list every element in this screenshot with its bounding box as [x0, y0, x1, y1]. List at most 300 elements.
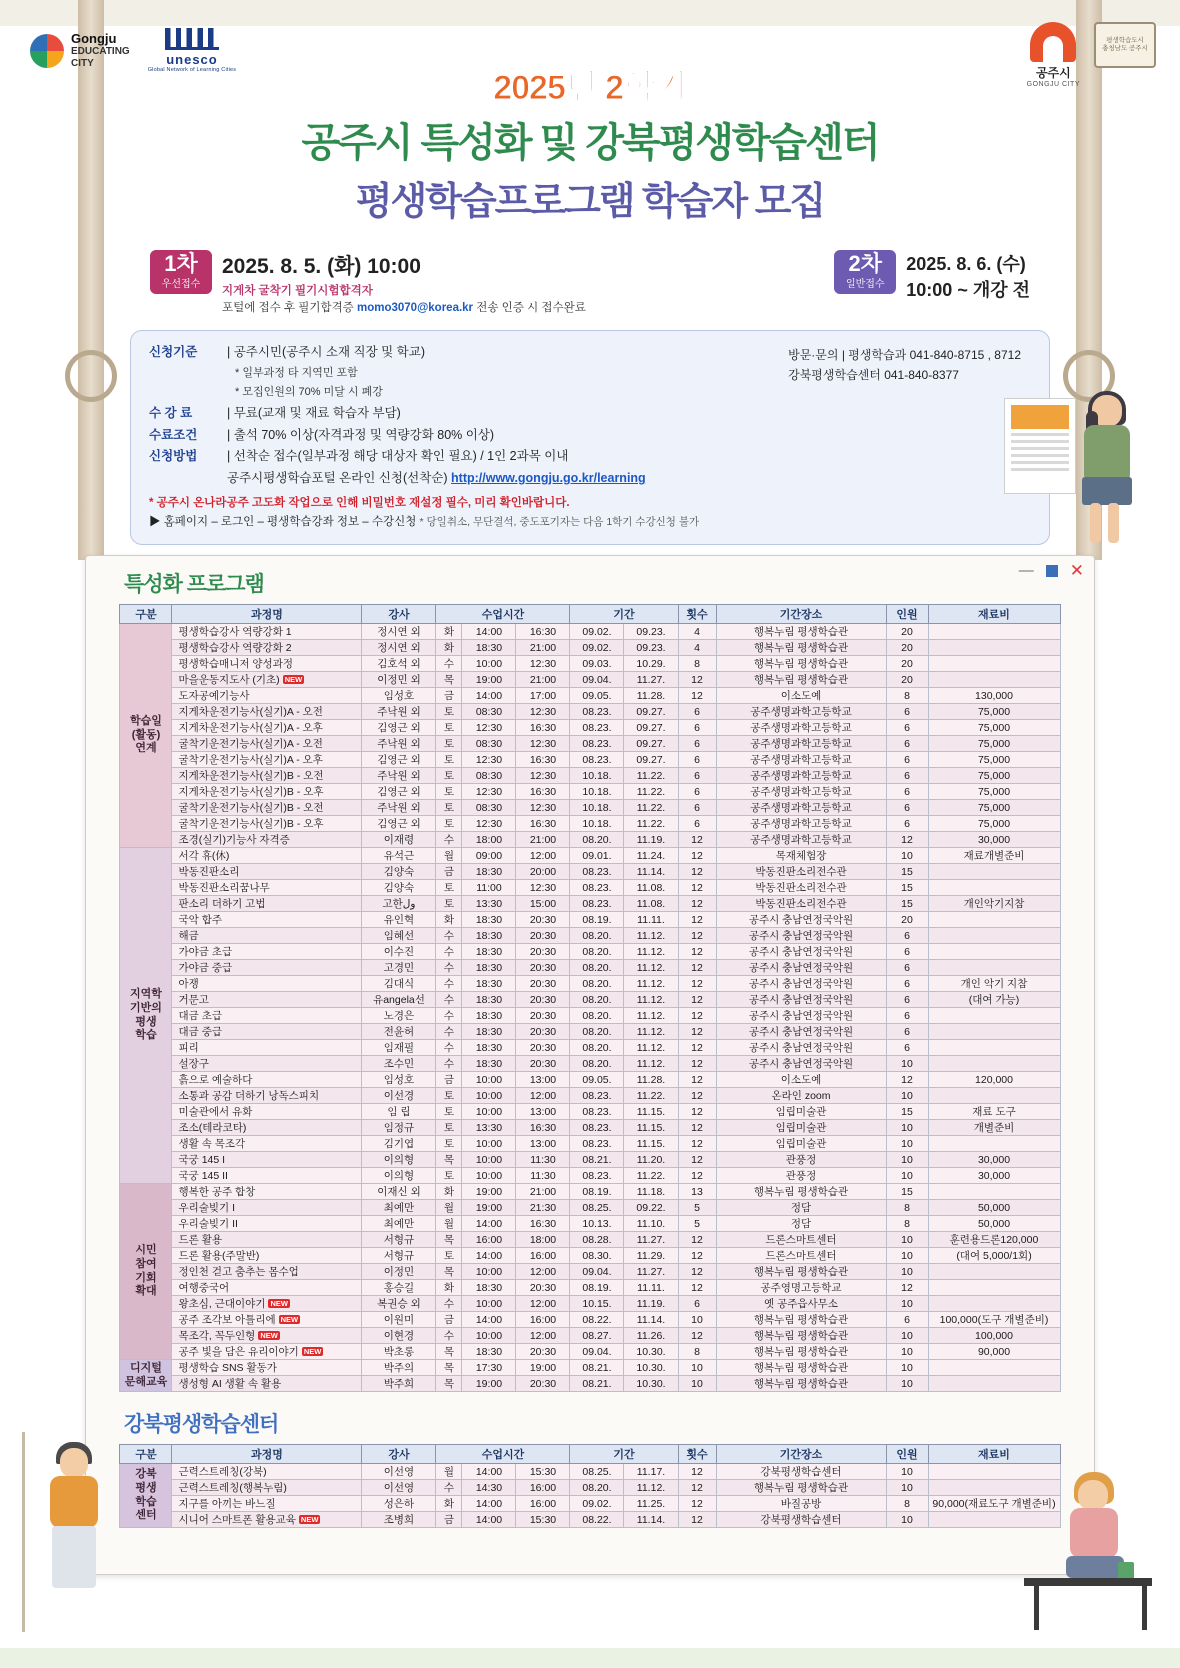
cell-start-time: 18:30 [462, 992, 516, 1008]
table-row [120, 944, 1060, 960]
cell-start-date: 08.23. [570, 1136, 624, 1152]
cell-session-count: 8 [678, 1344, 716, 1360]
illustration-worker [26, 1442, 136, 1622]
cell-day: 토 [436, 1168, 462, 1184]
cell-start-time: 19:00 [462, 672, 516, 688]
cell-session-count: 12 [678, 976, 716, 992]
cell-session-count: 12 [678, 880, 716, 896]
cell-course-name: 근력스트레칭(강북) [172, 1464, 362, 1480]
cell-end-time: 17:00 [516, 688, 570, 704]
cell-end-date: 11.29. [624, 1248, 678, 1264]
cell-fee: 75,000 [928, 752, 1060, 768]
cell-session-count: 6 [678, 704, 716, 720]
cell-teacher: 정시연 외 [362, 640, 436, 656]
cell-start-date: 08.20. [570, 928, 624, 944]
minimize-icon[interactable]: — [1018, 562, 1034, 579]
table-row [120, 1232, 1060, 1248]
cell-session-count: 12 [678, 688, 716, 704]
cell-end-time: 19:00 [516, 1360, 570, 1376]
cell-place: 공주시 충남연정국악원 [716, 944, 886, 960]
cell-course-name: 생성형 AI 생활 속 활용 [172, 1376, 362, 1392]
cell-session-count: 8 [678, 656, 716, 672]
cell-teacher: 김영근 외 [362, 816, 436, 832]
phase-1-email: momo3070@korea.kr [356, 302, 474, 314]
cell-start-date: 10.15. [570, 1296, 624, 1312]
cell-capacity: 12 [886, 832, 928, 848]
illustration-woman [1062, 395, 1158, 545]
cell-teacher: 박초롱 [362, 1344, 436, 1360]
cell-fee [928, 864, 1060, 880]
cell-teacher: 이현경 [362, 1328, 436, 1344]
cell-course-name: 굴착기운전기능사(실기)A - 오후 [172, 752, 362, 768]
cell-start-date: 08.23. [570, 736, 624, 752]
cell-capacity: 20 [886, 672, 928, 688]
table-header-row [120, 605, 1060, 624]
cell-start-time: 18:30 [462, 960, 516, 976]
cell-fee: 50,000 [928, 1216, 1060, 1232]
cell-start-date: 08.20. [570, 992, 624, 1008]
cell-day: 화 [436, 1184, 462, 1200]
cell-end-time: 21:30 [516, 1200, 570, 1216]
cell-end-date: 09.27. [624, 704, 678, 720]
table-row [120, 736, 1060, 752]
cell-day: 토 [436, 720, 462, 736]
table-body [120, 624, 1060, 1392]
cell-day: 토 [436, 752, 462, 768]
cell-fee [928, 1296, 1060, 1312]
cell-end-date: 11.28. [624, 688, 678, 704]
cell-teacher: 주낙원 외 [362, 704, 436, 720]
cell-fee [928, 1280, 1060, 1296]
cell-course-name: 생활 속 목조각 [172, 1136, 362, 1152]
contact-line-1: 방문·문의 | 평생학습과 041-840-8715 , 8712 [788, 348, 1021, 362]
cell-teacher: 이선영 [362, 1480, 436, 1496]
table-row [120, 1040, 1060, 1056]
cell-session-count: 13 [678, 1184, 716, 1200]
cell-place: 공주생명과학고등학교 [716, 736, 886, 752]
cell-session-count: 12 [678, 1280, 716, 1296]
table-row [120, 672, 1060, 688]
cell-place: 행복누림 평생학습관 [716, 1312, 886, 1328]
table-row [120, 1512, 1060, 1528]
cell-end-date: 11.25. [624, 1496, 678, 1512]
cell-start-time: 19:00 [462, 1200, 516, 1216]
cell-course-name: 지게차운전기능사(실기)B - 오전 [172, 768, 362, 784]
cell-course-name: 해금 [172, 928, 362, 944]
cell-capacity: 6 [886, 816, 928, 832]
gongju-city-name: 공주시 [1035, 66, 1071, 80]
cell-place: 행복누림 평생학습관 [716, 1184, 886, 1200]
cell-end-date: 11.12. [624, 960, 678, 976]
cell-session-count: 6 [678, 720, 716, 736]
cell-capacity: 20 [886, 912, 928, 928]
cell-teacher: 서형규 [362, 1232, 436, 1248]
cell-place: 공주생명과학고등학교 [716, 768, 886, 784]
cell-start-time: 18:30 [462, 928, 516, 944]
cell-place: 드론스마트센터 [716, 1232, 886, 1248]
cell-place: 공주시 충남연정국악원 [716, 960, 886, 976]
cell-place: 공주생명과학고등학교 [716, 832, 886, 848]
cell-day: 화 [436, 1280, 462, 1296]
cell-start-date: 09.02. [570, 640, 624, 656]
cell-fee [928, 1136, 1060, 1152]
cell-end-time: 20:30 [516, 1024, 570, 1040]
cell-fee: 90,000(재료도구 개별준비) [928, 1496, 1060, 1512]
info-row [149, 447, 1031, 466]
cell-fee: 75,000 [928, 784, 1060, 800]
cell-end-time: 16:30 [516, 752, 570, 768]
cell-day: 토 [436, 1136, 462, 1152]
cell-course-name: 판소리 더하기 고법 [172, 896, 362, 912]
cell-course-name: 공주 빛을 담은 유리이야기 NEW [172, 1344, 362, 1360]
cell-end-date: 10.30. [624, 1344, 678, 1360]
cell-end-time: 12:00 [516, 1264, 570, 1280]
cell-fee: 75,000 [928, 800, 1060, 816]
table-row [120, 896, 1060, 912]
table-row [120, 704, 1060, 720]
book-logo-line1: 평생학습도시 [1106, 37, 1144, 45]
cell-end-time: 12:30 [516, 704, 570, 720]
info-row [149, 426, 1031, 445]
cell-teacher: 노경은 [362, 1008, 436, 1024]
table-row [120, 1312, 1060, 1328]
th-people: 인원 [886, 1445, 928, 1464]
cell-capacity: 20 [886, 656, 928, 672]
cell-course-name: 설장구 [172, 1056, 362, 1072]
cell-fee [928, 1088, 1060, 1104]
th-time: 수업시간 [436, 605, 570, 624]
cell-day: 수 [436, 960, 462, 976]
th-course: 과정명 [172, 1445, 362, 1464]
cell-start-time: 08:30 [462, 736, 516, 752]
cell-session-count: 12 [678, 1072, 716, 1088]
cell-fee [928, 1056, 1060, 1072]
cell-start-date: 08.20. [570, 1480, 624, 1496]
cell-course-name: 거문고 [172, 992, 362, 1008]
th-place: 기간장소 [716, 1445, 886, 1464]
cell-teacher: 성은하 [362, 1496, 436, 1512]
table-row [120, 688, 1060, 704]
cell-end-date: 11.10. [624, 1216, 678, 1232]
application-path [149, 513, 1031, 529]
cell-place: 행복누림 평생학습관 [716, 656, 886, 672]
cell-end-time: 21:00 [516, 640, 570, 656]
cell-capacity: 6 [886, 992, 928, 1008]
cell-course-name: 아쟁 [172, 976, 362, 992]
cell-fee [928, 672, 1060, 688]
cell-end-date: 11.12. [624, 1024, 678, 1040]
cell-end-time: 20:30 [516, 1376, 570, 1392]
cell-session-count: 12 [678, 1136, 716, 1152]
cell-end-time: 11:30 [516, 1168, 570, 1184]
info-value: | 출석 70% 이상(자격과정 및 역량강화 80% 이상) [227, 427, 495, 442]
cell-place: 공주생명과학고등학교 [716, 784, 886, 800]
window-controls [1019, 562, 1084, 579]
cell-end-time: 20:30 [516, 1344, 570, 1360]
cell-capacity: 6 [886, 1040, 928, 1056]
cell-fee [928, 656, 1060, 672]
cell-day: 목 [436, 1344, 462, 1360]
cell-day: 수 [436, 656, 462, 672]
cell-start-time: 14:00 [462, 1512, 516, 1528]
cell-capacity: 6 [886, 784, 928, 800]
cell-end-time: 13:00 [516, 1104, 570, 1120]
cell-start-date: 09.01. [570, 848, 624, 864]
cell-capacity: 15 [886, 1184, 928, 1200]
cell-place: 강북평생학습센터 [716, 1464, 886, 1480]
cell-start-date: 08.22. [570, 1512, 624, 1528]
cell-start-time: 18:30 [462, 640, 516, 656]
cell-place: 온라인 zoom [716, 1088, 886, 1104]
cell-place: 임립미술관 [716, 1136, 886, 1152]
info-row [149, 384, 1031, 401]
cell-start-time: 10:00 [462, 656, 516, 672]
cell-capacity: 10 [886, 1232, 928, 1248]
cell-start-date: 09.04. [570, 1264, 624, 1280]
table-row [120, 832, 1060, 848]
cell-start-date: 10.13. [570, 1216, 624, 1232]
cell-end-time: 16:00 [516, 1248, 570, 1264]
cell-session-count: 6 [678, 768, 716, 784]
cell-group-category: 시민 참여 기회 확대 [120, 1184, 172, 1360]
cell-start-date: 08.22. [570, 1312, 624, 1328]
cell-teacher: 홍승길 [362, 1280, 436, 1296]
cell-course-name: 드론 활용(주말반) [172, 1248, 362, 1264]
cell-teacher: 김기엽 [362, 1136, 436, 1152]
cell-start-time: 18:30 [462, 1056, 516, 1072]
cell-teacher: 김영근 외 [362, 720, 436, 736]
table-row [120, 1200, 1060, 1216]
phase-1-note-1: 지게차 굴착기 필기시험합격자 [222, 285, 373, 297]
info-label [149, 384, 227, 401]
cell-start-time: 13:30 [462, 1120, 516, 1136]
table-body-2 [120, 1464, 1060, 1528]
cell-course-name: 소통과 공감 더하기 낭독스피치 [172, 1088, 362, 1104]
cell-course-name: 평생학습강사 역량강화 1 [172, 624, 362, 640]
cell-day: 금 [436, 864, 462, 880]
cell-start-time: 10:00 [462, 1152, 516, 1168]
cell-course-name: 피리 [172, 1040, 362, 1056]
cell-start-time: 12:30 [462, 720, 516, 736]
cell-session-count: 6 [678, 736, 716, 752]
close-icon[interactable]: ✕ [1069, 561, 1084, 580]
cell-end-time: 20:30 [516, 960, 570, 976]
table-row [120, 1136, 1060, 1152]
cell-end-date: 09.23. [624, 640, 678, 656]
cell-start-time: 19:00 [462, 1184, 516, 1200]
table-row [120, 1072, 1060, 1088]
cell-place: 행복누림 평생학습관 [716, 640, 886, 656]
cell-day: 월 [436, 1200, 462, 1216]
cell-session-count: 12 [678, 960, 716, 976]
cell-day: 토 [436, 768, 462, 784]
cell-fee: 재료개별준비 [928, 848, 1060, 864]
portal-label: 공주시평생학습포털 온라인 신청(선착순) [227, 471, 452, 485]
cell-start-date: 08.23. [570, 1104, 624, 1120]
password-notice: * 공주시 온나라공주 고도화 작업으로 인해 비밀번호 재설정 필수, 미리 확인바랍니다. [149, 496, 570, 509]
maximize-icon[interactable] [1046, 565, 1058, 577]
info-value: | 공주시민(공주시 소재 직장 및 학교) [227, 345, 425, 359]
cell-fee: 30,000 [928, 1152, 1060, 1168]
cell-capacity: 10 [886, 1296, 928, 1312]
cell-capacity: 6 [886, 928, 928, 944]
cell-session-count: 12 [678, 1104, 716, 1120]
table-row [120, 1344, 1060, 1360]
th-people: 인원 [886, 605, 928, 624]
cell-capacity: 10 [886, 848, 928, 864]
cell-start-date: 08.20. [570, 1056, 624, 1072]
cell-day: 수 [436, 976, 462, 992]
cell-start-date: 09.04. [570, 672, 624, 688]
cell-day: 토 [436, 1104, 462, 1120]
phase-2-date-line-1: 2025. 8. 6. (수) [906, 254, 1026, 274]
cell-course-name: 지게차운전기능사(실기)B - 오후 [172, 784, 362, 800]
cell-teacher: 서형규 [362, 1248, 436, 1264]
cell-end-date: 11.15. [624, 1104, 678, 1120]
cell-start-time: 08:30 [462, 768, 516, 784]
table-row [120, 1024, 1060, 1040]
cell-end-time: 11:30 [516, 1152, 570, 1168]
phase-1-date: 2025. 8. 5. (화) 10:00 [222, 255, 421, 278]
cell-start-time: 18:30 [462, 1008, 516, 1024]
cell-end-time: 18:00 [516, 1232, 570, 1248]
cell-session-count: 12 [678, 1496, 716, 1512]
cell-start-date: 08.20. [570, 1040, 624, 1056]
cell-teacher: 유인혁 [362, 912, 436, 928]
cell-start-time: 10:00 [462, 1072, 516, 1088]
cell-start-time: 14:00 [462, 1248, 516, 1264]
cell-end-date: 11.22. [624, 1088, 678, 1104]
new-badge: NEW [270, 1299, 288, 1308]
cell-start-time: 12:30 [462, 816, 516, 832]
phase-2-subtitle: 일반접수 [845, 279, 885, 290]
cell-session-count: 12 [678, 1264, 716, 1280]
cell-course-name: 국궁 145 I [172, 1152, 362, 1168]
cell-session-count: 6 [678, 784, 716, 800]
bottom-band [0, 1648, 1180, 1668]
cell-start-time: 10:00 [462, 1088, 516, 1104]
cell-start-time: 18:30 [462, 912, 516, 928]
cell-session-count: 12 [678, 992, 716, 1008]
logo-sub-2: CITY [71, 57, 94, 69]
cell-course-name: 지게차운전기능사(실기)A - 오후 [172, 720, 362, 736]
cell-group-category: 강북 평생 학습 센터 [120, 1464, 172, 1528]
cell-fee: 훈련용드론120,000 [928, 1232, 1060, 1248]
cell-course-name: 지구를 아끼는 바느질 [172, 1496, 362, 1512]
cell-start-date: 09.02. [570, 624, 624, 640]
cell-fee: 개별준비 [928, 1120, 1060, 1136]
cell-place: 행복누림 평생학습관 [716, 1376, 886, 1392]
cell-place: 강북평생학습센터 [716, 1512, 886, 1528]
cell-start-time: 17:30 [462, 1360, 516, 1376]
cell-fee: 130,000 [928, 688, 1060, 704]
program-window [85, 555, 1095, 1575]
logo-sub-1: EDUCATING [71, 46, 130, 58]
cell-start-date: 08.23. [570, 704, 624, 720]
cell-capacity: 10 [886, 1360, 928, 1376]
cell-end-date: 11.11. [624, 1280, 678, 1296]
cell-course-name: 마을운동지도사 (기초) NEW [172, 672, 362, 688]
cell-session-count: 6 [678, 816, 716, 832]
th-teacher: 강사 [362, 605, 436, 624]
cell-end-date: 11.22. [624, 816, 678, 832]
cell-capacity: 6 [886, 768, 928, 784]
cell-start-time: 12:30 [462, 784, 516, 800]
cell-place: 관풍정 [716, 1168, 886, 1184]
table-row [120, 656, 1060, 672]
cell-fee [928, 1040, 1060, 1056]
cell-capacity: 6 [886, 1312, 928, 1328]
cell-start-date: 08.21. [570, 1376, 624, 1392]
cell-end-date: 11.15. [624, 1120, 678, 1136]
cell-start-date: 08.20. [570, 944, 624, 960]
cell-start-date: 08.25. [570, 1200, 624, 1216]
table-row [120, 992, 1060, 1008]
cell-end-time: 12:00 [516, 1328, 570, 1344]
cell-capacity: 6 [886, 800, 928, 816]
cell-fee [928, 1360, 1060, 1376]
cell-day: 목 [436, 1360, 462, 1376]
cell-place: 공주생명과학고등학교 [716, 704, 886, 720]
cell-teacher: 박주희 [362, 1376, 436, 1392]
cell-end-date: 11.14. [624, 1512, 678, 1528]
th-period: 기간 [570, 605, 678, 624]
cell-session-count: 10 [678, 1376, 716, 1392]
cell-start-time: 18:30 [462, 944, 516, 960]
cell-teacher: 이수진 [362, 944, 436, 960]
cell-teacher: 김양숙 [362, 880, 436, 896]
th-teacher: 강사 [362, 1445, 436, 1464]
cell-group-category: 지역학 기반의 평생 학습 [120, 848, 172, 1184]
info-label: 수료조건 [149, 427, 198, 442]
cell-course-name: 대금 초급 [172, 1008, 362, 1024]
table-row [120, 880, 1060, 896]
cell-capacity: 6 [886, 944, 928, 960]
cell-start-time: 14:30 [462, 1480, 516, 1496]
cell-teacher: 최예만 [362, 1200, 436, 1216]
cell-session-count: 12 [678, 912, 716, 928]
cell-start-date: 09.02. [570, 1496, 624, 1512]
cell-course-name: 근력스트레칭(행복누림) [172, 1480, 362, 1496]
cell-capacity: 15 [886, 1104, 928, 1120]
cell-teacher: 주낙원 외 [362, 800, 436, 816]
cell-start-time: 08:30 [462, 800, 516, 816]
table-row [120, 1464, 1060, 1480]
cell-fee [928, 1008, 1060, 1024]
cell-day: 금 [436, 1072, 462, 1088]
cell-course-name: 평생학습강사 역량강화 2 [172, 640, 362, 656]
cell-start-date: 09.05. [570, 688, 624, 704]
info-label [149, 365, 227, 382]
th-category: 구분 [120, 1445, 172, 1464]
cell-place: 정담 [716, 1216, 886, 1232]
cell-capacity: 6 [886, 1008, 928, 1024]
cell-capacity: 10 [886, 1120, 928, 1136]
cell-end-time: 20:30 [516, 1280, 570, 1296]
cell-start-date: 10.18. [570, 816, 624, 832]
cell-end-date: 11.12. [624, 1008, 678, 1024]
cell-course-name: 평생학습매니저 양성과정 [172, 656, 362, 672]
cell-session-count: 12 [678, 1008, 716, 1024]
table-row [120, 720, 1060, 736]
portal-link[interactable]: http://www.gongju.go.kr/learning [451, 471, 646, 485]
cell-course-name: 가야금 초급 [172, 944, 362, 960]
cell-session-count: 12 [678, 1248, 716, 1264]
th-period: 기간 [570, 1445, 678, 1464]
cell-place: 임립미술관 [716, 1104, 886, 1120]
cell-end-date: 11.27. [624, 1264, 678, 1280]
cell-day: 토 [436, 1248, 462, 1264]
